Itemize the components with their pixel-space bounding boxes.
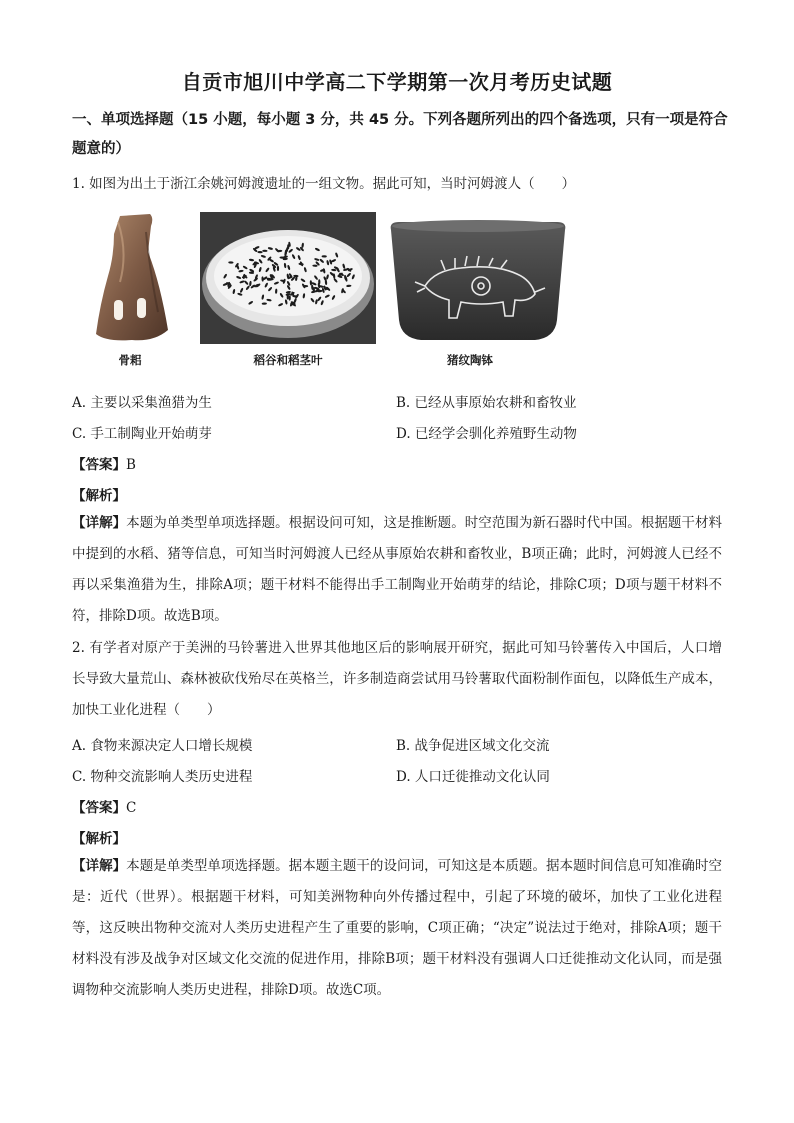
detail-label: 【详解】 — [72, 858, 127, 874]
section-heading: 一、单项选择题（15 小题，每小题 3 分，共 45 分。下列各题所列出的四个备选项，只有一项是符合题意的） — [72, 112, 728, 157]
q1-option-d: D. 已经学会驯化养殖野生动物 — [396, 426, 577, 442]
q2-option-b: B. 战争促进区域文化交流 — [396, 738, 550, 754]
q2-stem: 2. 有学者对原产于美洲的马铃薯进入世界其他地区后的影响展开研究，据此可知马铃薯传入中国后，人口增长导致大量荒山、森林被砍伐殆尽在英格兰，许多制造商尝试用马铃薯取代面粉制作面包，以降低生产成本，加快工业化进程（ ） — [72, 640, 722, 718]
q1-analysis-label: 【解析】 — [72, 488, 126, 504]
q2-option-d: D. 人口迁徙推动文化认同 — [396, 769, 550, 785]
detail-label: 【详解】 — [72, 515, 127, 531]
q1-answer — [72, 453, 136, 473]
detail-text: 本题为单类型单项选择题。根据设问可知，这是推断题。时空范围为新石器时代中国。根据题干材料中提到的水稻、猪等信息，可知当时河姆渡人已经从事原始农耕和畜牧业，B项正确；此时，河姆渡人已经不再以采集渔猎为生，排除A项；题干材料不能得出手工制陶业开始萌芽的结论，排除C项；D项与题干材料不符，排除D项。故选B项。 — [72, 515, 723, 624]
q1-stem: 1. 如图为出土于浙江余姚河姆渡遗址的一组文物。据此可知，当时河姆渡人（ ） — [72, 176, 576, 192]
q2-option-a: A. 食物来源决定人口增长规模 — [72, 738, 253, 754]
caption-rice-grains: 稻谷和稻茎叶 — [253, 353, 323, 367]
answer-value: B — [126, 457, 136, 473]
answer-value: C — [126, 800, 137, 816]
q1-option-c: C. 手工制陶业开始萌芽 — [72, 426, 212, 442]
page-title: 自贡市旭川中学高二下学期第一次月考历史试题 — [181, 70, 613, 94]
caption-pig-pottery: 猪纹陶钵 — [447, 353, 493, 367]
q2-analysis-label: 【解析】 — [72, 831, 126, 847]
q1-option-a: A. 主要以采集渔猎为生 — [72, 395, 212, 411]
pig-pottery-image — [385, 216, 571, 344]
q1-detail — [72, 508, 722, 632]
caption-bone-spade: 骨耜 — [118, 353, 142, 367]
rice-grains-image — [200, 212, 376, 344]
answer-label: 【答案】 — [72, 800, 126, 816]
detail-text: 本题是单类型单项选择题。据本题主题干的设问词，可知这是本质题。据本题时间信息可知准确时空是：近代（世界）。根据题干材料，可知美洲物种向外传播过程中，引起了环境的破坏，加快了工业化进程等，这反映出物种交流对人类历史进程产生了重要的影响，C项正确；“决定”说法过于绝对，排除A项；题干材料没有涉及战争对区域文化交流的促进作用，排除B项；题干材料没有强调人口迁徙推动文化认同，而是强调物种交流影响人类历史进程，排除D项。故选C项。 — [72, 858, 723, 998]
q2-option-c: C. 物种交流影响人类历史进程 — [72, 769, 253, 785]
q2-detail — [72, 851, 722, 1006]
q2-answer — [72, 796, 136, 816]
q1-option-b: B. 已经从事原始农耕和畜牧业 — [396, 395, 577, 411]
answer-label: 【答案】 — [72, 457, 126, 473]
bone-spade-image — [88, 212, 176, 348]
